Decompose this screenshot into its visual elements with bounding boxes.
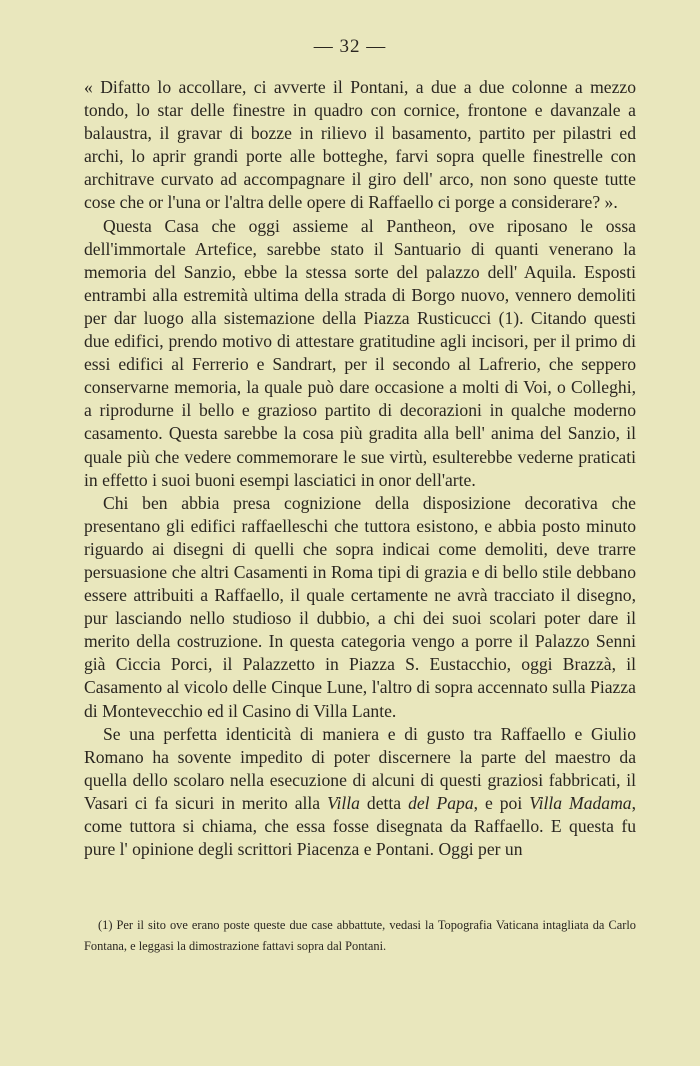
paragraph <box>84 492 636 723</box>
text-run: « Difatto lo accollare, ci avverte il Pontani, a due a due colonne a mezzo tondo, lo star delle finestre in quadro con cornice, frontone e davanzale a balaustra, il gravar di bozze in rilievo il basamento, partito per pilastri ed archi, lo aprir grandi porte alle botteghe, farvi sopra quelle finestrelle con architrave curvato ad accompagnare il giro dell' arco, non sono queste tutte cose che or l'una or l'altra delle opere di Raffaello ci porge a considerare? ». <box>84 77 636 213</box>
paragraph <box>84 215 636 492</box>
text-run: , e poi <box>473 792 530 813</box>
text-run: Questa Casa che oggi assieme al Pantheon, ove riposano le ossa dell'immortale Artefice, sarebbe stato il Santuario di quanti venerano la memoria del Sanzio, ebbe la stessa sorte del palazzo dell' Aquila. Esposti entrambi alla estremità ultima della strada di Borgo nuovo, vennero demoliti per dar luogo alla sistemazione della Piazza Rusticucci (1). Citando questi due edifici, prendo motivo di attestare gratitudine agli incisori, per il primo di essi edifici al Ferrerio e Sandrart, per il secondo al Lafrerio, che seppero conservarne memoria, la quale può dare occasione a molti di Voi, o Colleghi, a riprodurne il bello e grazioso partito di decorazioni in qualche moderno casamento. Questa sarebbe la cosa più gradita alla bell' anima del Sanzio, il quale più che vedere commemorare le sue virtù, esulterebbe vederne praticati in effetto i suoi buoni esempi lasciatici in onor dell'arte. <box>84 215 636 490</box>
footnote <box>84 915 636 957</box>
text-run: Se una perfetta identicità di maniera e di gusto tra Raffaello e Giulio Romano ha sovente impedito di poter discernere la parte del maestro da quella dello scolaro nella esecuzione di alcuni di questi graziosi fabbricati, il Vasari ci fa sicuri in merito alla <box>84 723 636 813</box>
italic-text-run: Villa <box>327 792 360 813</box>
paragraph <box>84 76 636 215</box>
paragraph <box>84 723 636 862</box>
text-run: Chi ben abbia presa cognizione della disposizione decorativa che presentano gli edifici raffaelleschi che tuttora esistono, e abbia posto minuto riguardo ai disegni di quelli che sopra indicai come demoliti, deve trarre persuasione che altri Casamenti in Roma tipi di grazia e di bello stile debbano essere attribuiti a Raffaello, il quale certamente ne avrà tracciato il disegno, pur lasciando nello studioso il dubbio, a chi dei suoi scolari poter dare il merito della costruzione. In questa categoria vengo a porre il Palazzo Senni già Ciccia Porci, il Palazzetto in Piazza S. Eustacchio, oggi Brazzà, il Casamento al vicolo delle Cinque Lune, l'altro di sopra accennato sulla Piazza di Montevecchio ed il Casino di Villa Lante. <box>84 492 636 721</box>
footnote-text: (1) Per il sito ove erano poste queste due case abbattute, vedasi la Topografia Vaticana intagliata da Carlo Fontana, e leggasi la dimostrazione fattavi sopra dal Pontani. <box>84 918 636 953</box>
page-number: — 32 — <box>313 36 387 57</box>
italic-text-run: del Papa <box>408 792 474 813</box>
italic-text-run: Villa Madama <box>529 792 632 813</box>
body-text <box>84 76 636 861</box>
text-run: detta <box>359 792 409 813</box>
text-run: , come tuttora si chiama, che essa fosse disegnata da Raffaello. E questa fu pure l' opinione degli scrittori Piacenza e Pontani. Oggi per un <box>84 792 637 860</box>
